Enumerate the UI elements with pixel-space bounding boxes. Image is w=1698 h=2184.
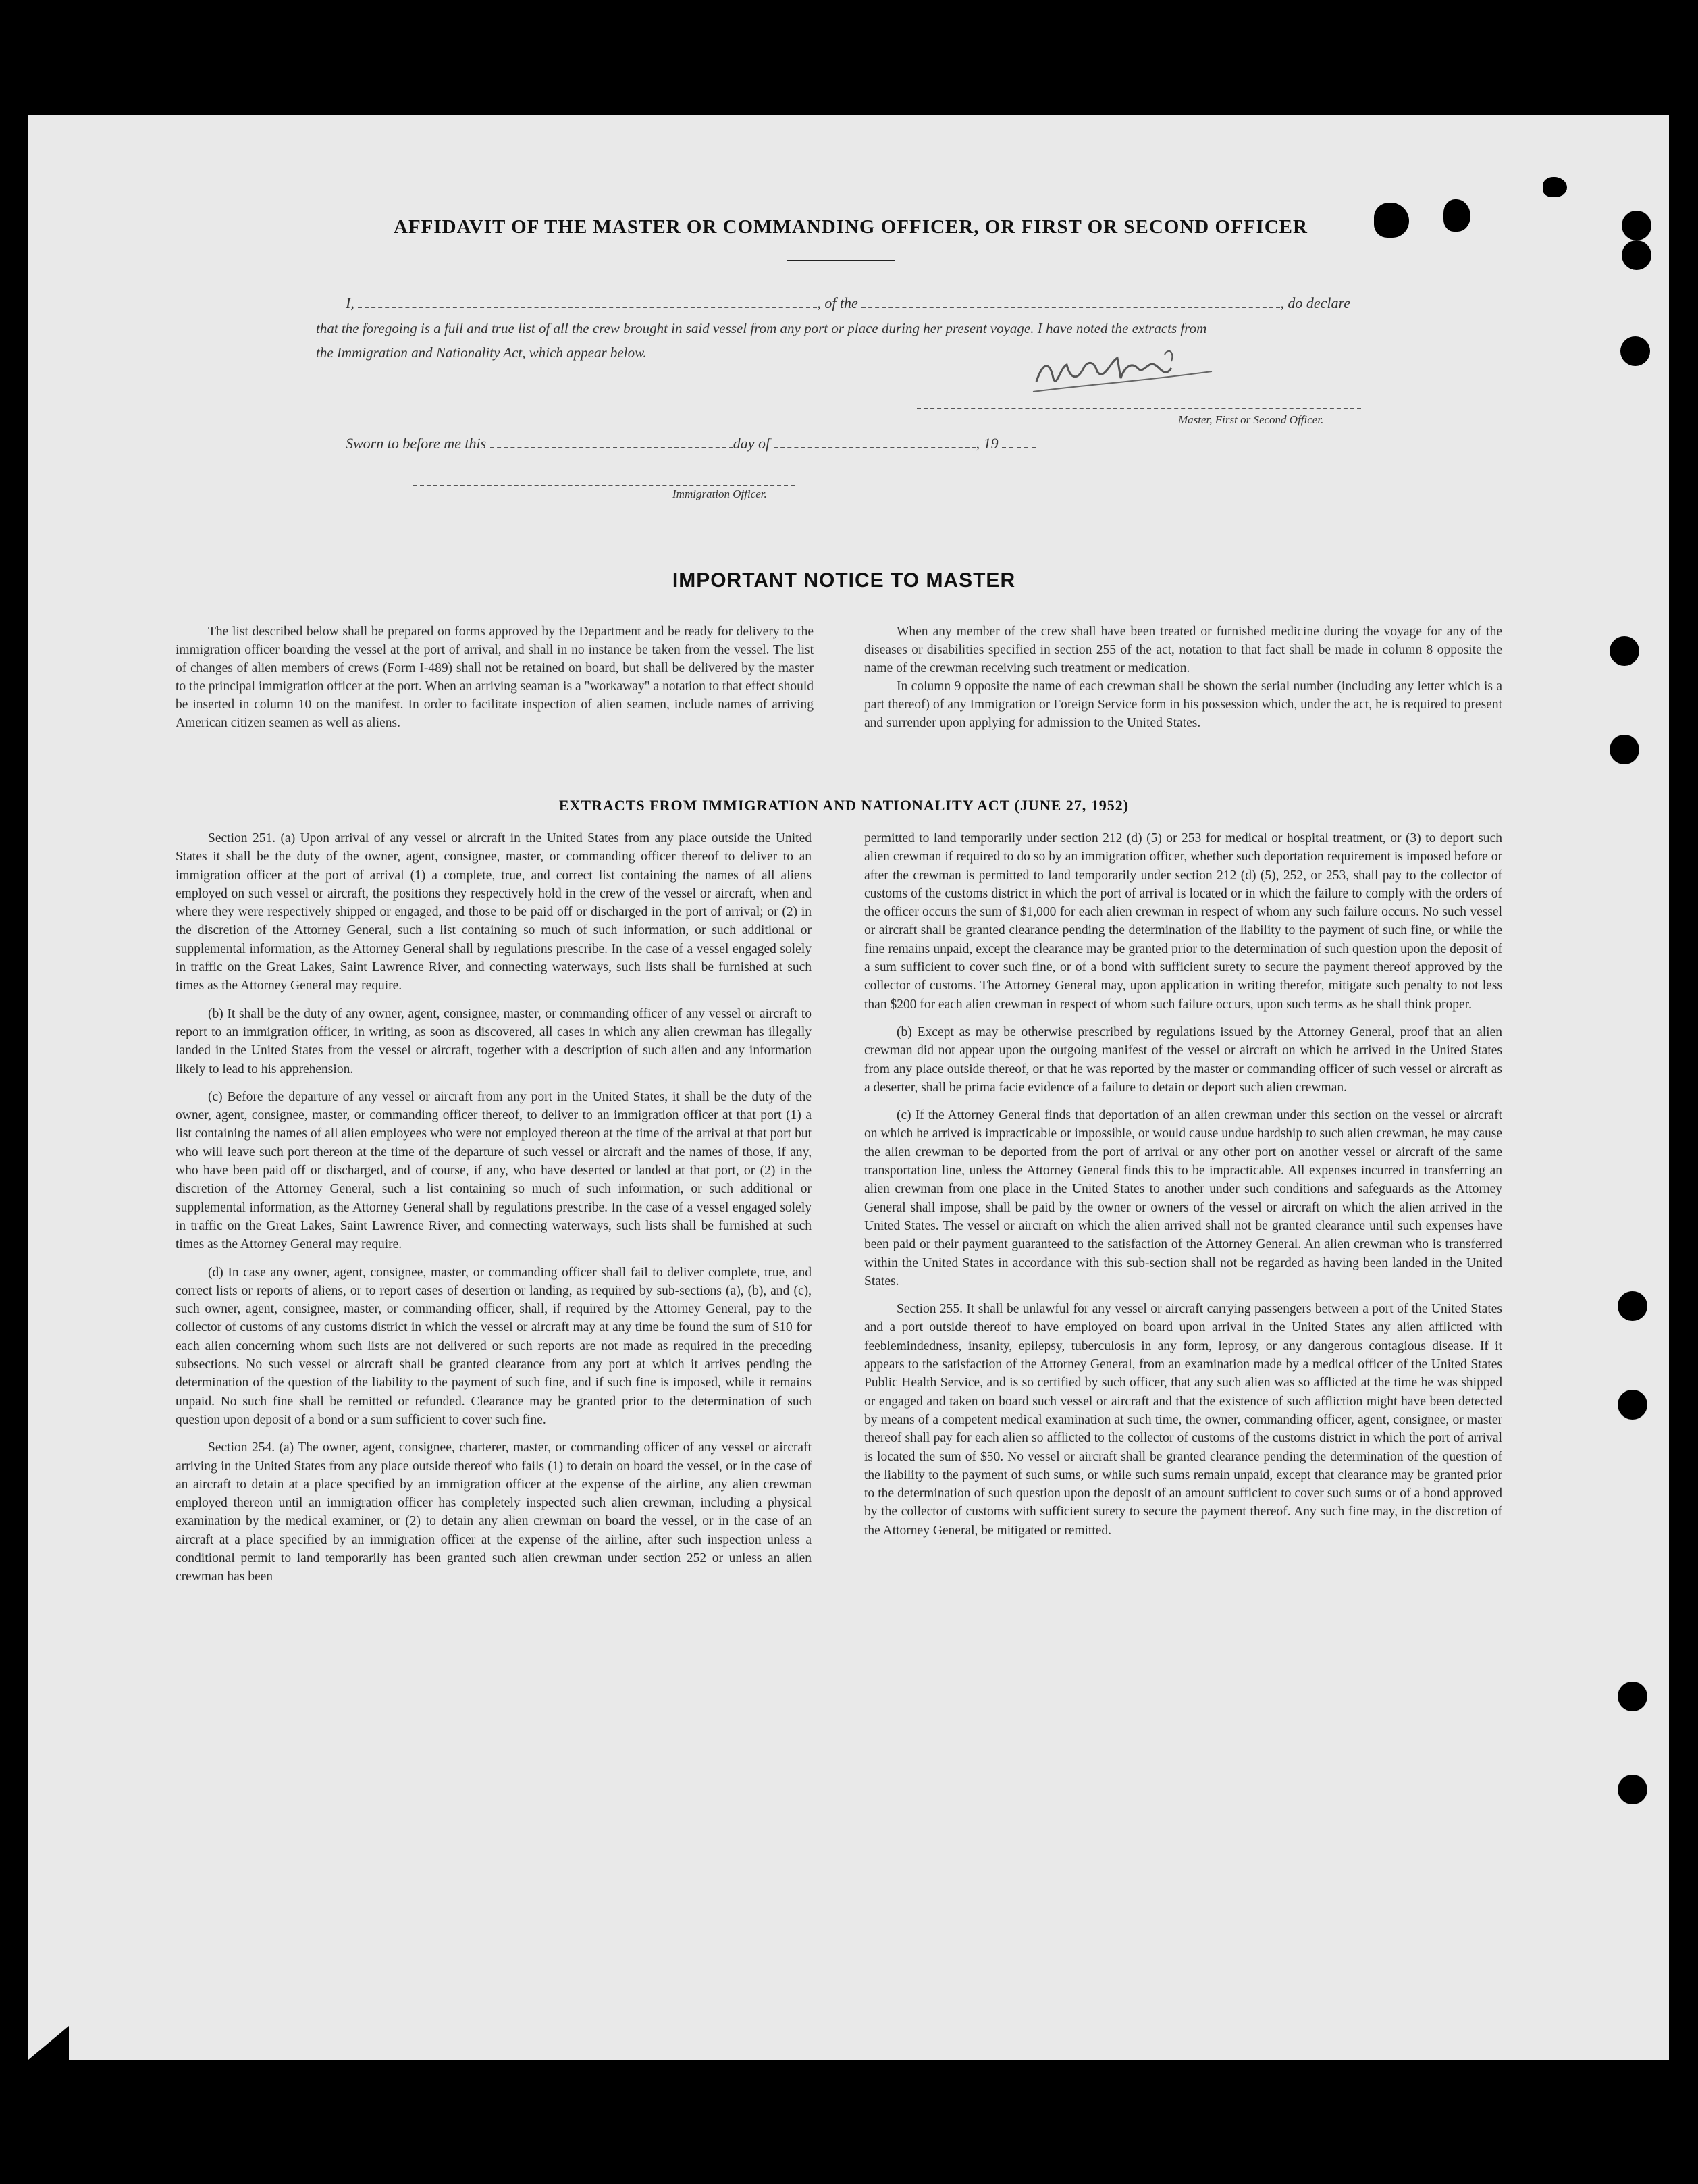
immigration-officer-caption: Immigration Officer. [672,488,767,500]
declaration-line-3: the Immigration and Nationality Act, which appear below. [316,344,647,361]
declarant-name-field[interactable] [358,297,817,308]
of-the-label: , of the [817,294,858,311]
punch-hole-icon [1618,1682,1647,1711]
officer-signature-line[interactable] [917,398,1361,409]
section-251-a: Section 251. (a) Upon arrival of any vessel or aircraft in the United States from any place outside the United States it shall be the duty of the owner, agent, consignee, master, or commanding officer thereof to deliver to an immigration officer at the port of arrival (1) a complete, true, and correct list containing the names of all aliens employed on such vessel or aircraft, the positions they respectively hold in the crew of the vessel or aircraft, when and where they were respectively shipped or engaged, and those to be paid off or discharged in the port of arrival; or (2) in the discretion of the Attorney General, such a list containing so much of such information, or such additional or supplemental information, as the Attorney General shall by regulations prescribe. In the case of a vessel engaged solely in traffic on the Great Lakes, Saint Lawrence River, and connecting waterways, such lists shall be furnished at such times as the Attorney General may require. [176,831,812,993]
notice-right-paragraph-2: In column 9 opposite the name of each crewman shall be shown the serial number (including any letter which is a part thereof) of any Immigration or Foreign Service form in his possession which, under the act, he is required to present and surrender upon applying for admission to the United States. [864,679,1502,730]
extracts-title: EXTRACTS FROM IMMIGRATION AND NATIONALITY ACT (JUNE 27, 1952) [558,797,1130,814]
folded-corner [28,2026,69,2060]
signature-caption: Master, First or Second Officer. [1178,413,1324,426]
sworn-month-field[interactable] [774,438,976,448]
section-254-c: (c) If the Attorney General finds that deportation of an alien crewman under this section on the vessel or aircraft on which he arrived is impracticable or impossible, or would cause undue hardship to such alien crewman, he may cause the alien crewman to be deported from the port of arrival or any other port on another vessel or aircraft of the same transportation line, unless the Attorney General finds this to be impracticable. All expenses incurred in transferring an alien crewman from one place in the United States to another under such conditions and safeguards as the Attorney General shall impose, shall be paid by the owner or owners of the vessel or aircraft on which the alien arrived in the United States. The vessel or aircraft on which the alien arrived shall not be granted clearance until such expenses have been paid or their payment guaranteed to the satisfaction of the Attorney General. An alien crewman who is transferred within the United States in accordance with this sub-section shall not be regarded as having been landed in the United States. [864,1108,1502,1289]
section-254-a: Section 254. (a) The owner, agent, consignee, charterer, master, or commanding officer of any vessel or aircraft arriving in the United States from any place outside thereof who fails (1) to detain on board the vessel, or in the case of an aircraft to detain at a place specified by an immigration officer at the expense of the airline, any alien crewman employed thereon until an immigration officer has completely inspected such alien crewman, including a physical examination by the medical examiner, or (2) to detain any alien crewman on board the vessel, or in the case of an aircraft at a place specified by an immigration officer at the expense of the airline, after such inspection unless a conditional permit to land temporarily has been granted such alien crewman under section 252 or unless an alien crewman has been [176,1440,812,1584]
signature-mark-icon [1030,341,1219,402]
section-251-d: (d) In case any owner, agent, consignee, master, or commanding officer shall fail to deliver complete, true, and correct lists or reports of aliens, or to report cases of desertion or landing, as required by sub-sections (a), (b), and (c), such owner, agent, consignee, master, or commanding officer, shall, if required by the Attorney General, pay to the collector of customs of any customs district in which the vessel or aircraft may at any time be found the sum of $10 for each alien concerning whom such lists are not delivered or such reports are not made as required in the preceding subsections. No such vessel or aircraft shall be granted clearance from any port at which it arrives pending the determination of the question of the liability to the payment of such fine, and if such fine is imposed, while it remains unpaid. No such fine shall be remitted or refunded. Clearance may be granted prior to the determination of such question upon deposit of a bond or a sum sufficient to cover such fine. [176,1265,812,1427]
declaration-line-1 [346,294,1350,312]
section-254-a-continued: permitted to land temporarily under section 212 (d) (5) or 253 for medical or hospital treatment, or (3) to deport such alien crewman if required to do so by an immigration officer, whether such deportation requirement is imposed before or after the crewman is permitted to land temporarily under section 212 (d) (5), 252, or 253, shall pay to the collector of customs of the customs district in which the port of arrival is located or in which the failure to comply with the orders of the officer occurs the sum of $1,000 for each alien crewman in respect of whom any such failure occurs. No such vessel or aircraft shall be granted clearance pending the determination of the liability to the payment of such fine, or while the fine remains unpaid, except the clearance may be granted prior to the determination of such question upon the deposit of a sum sufficient to cover such fine, or of a bond with sufficient surety to secure the payment thereof approved by the collector of customs. The Attorney General may, upon application in writing therefor, mitigate such penalty to not less than $200 for each alien crewman in respect of whom such failure occurs, upon such terms as he shall think proper. [864,831,1502,1012]
immigration-officer-line[interactable] [413,475,795,486]
sworn-label: Sworn to before me this [346,435,487,452]
section-255: Section 255. It shall be unlawful for any vessel or aircraft carrying passengers between a port of the United States and a port outside thereof to have employed on board upon arrival in the United States any alien afflicted with feeblemindedness, insanity, epilepsy, tuberculosis in any form, leprosy, or any dangerous contagious disease. If it appears to the satisfaction of the Attorney General, from an examination made by a medical officer of the United States Public Health Service, and is so certified by such officer, that any such alien was so afflicted at the time he was shipped or engaged and taken on board such vessel or aircraft and that the existence of such affliction might have been detected by means of a competent medical examination at such time, the owner, commanding officer, agent, consignee, or master thereof shall pay for each alien so afflicted to the collector of customs of the customs district in which the port of arrival is located the sum of $50. No vessel or aircraft shall be granted clearance pending the determination of the question of the liability to the payment of such sums, or while such sums remain unpaid, except that clearance may be granted prior to the determination of such question upon the deposit of an amount sufficient to cover such sums or of a bond approved by the collector of customs with sufficient surety to secure the payment thereof. Any such fine may, in the discretion of the Attorney General, be mitigated or remitted. [864,1302,1502,1538]
punch-hole-icon [1620,336,1650,366]
day-of-label: day of [733,435,770,452]
sworn-line [346,435,1036,452]
sworn-year-field[interactable] [1002,438,1036,448]
notice-right-column [864,623,1502,732]
section-251-b: (b) It shall be the duty of any owner, agent, consignee, master, or commanding officer of any vessel or aircraft to report to an immigration officer, in writing, as soon as discovered, all cases in which any alien crewman has illegally landed in the United States from the vessel or aircraft, together with a description of such alien and any information likely to lead to his apprehension. [176,1006,812,1076]
year-prefix-label: , 19 [976,435,999,452]
declarant-label: I, [346,294,354,311]
declaration-line-2: that the foregoing is a full and true list of all the crew brought in said vessel from any port or place during her present voyage. I have noted the extracts from [316,320,1207,336]
notice-right-paragraph-1: When any member of the crew shall have been treated or furnished medicine during the voyage for any of the diseases or disabilities specified in section 255 of the act, notation to that fact shall be made in column 8 opposite the name of the crewman receiving such treatment or medication. [864,625,1502,675]
ink-blot-icon [1374,203,1409,238]
notice-left-paragraph: The list described below shall be prepared on forms approved by the Department and be ready for delivery to the immigration officer boarding the vessel at the port of arrival, and shall in no instance be taken from the vessel. The list of changes of alien members of crews (Form I-489) shall not be retained on board, but shall be delivered by the master to the principal immigration officer at the port. When an arriving seaman is a "workaway" a notation to that effect should be inserted in column 10 on the manifest. In order to facilitate inspection of alien seamen, include names of arriving American citizen seamen as well as aliens. [176,625,814,730]
sworn-date-field[interactable] [490,438,733,448]
ink-blot-icon [1543,177,1567,197]
do-declare-label: , do declare [1280,294,1350,311]
punch-hole-icon [1618,1390,1647,1420]
ink-blot-icon [1443,199,1470,232]
punch-hole-icon [1610,735,1639,764]
punch-hole-icon [1622,240,1651,270]
extracts-left-column [176,829,812,1596]
punch-hole-icon [1610,636,1639,666]
punch-hole-icon [1618,1775,1647,1804]
section-254-b: (b) Except as may be otherwise prescribed by regulations issued by the Attorney General, proof that an alien crewman did not appear upon the outgoing manifest of the vessel or aircraft on which he arrived in the United States from any place outside thereof, or that he was reported by the master or commanding officer of such vessel or aircraft as a deserter, shall be prima facie evidence of a failure to detain or deport such alien crewman. [864,1024,1502,1095]
punch-hole-icon [1618,1291,1647,1321]
affidavit-title: AFFIDAVIT OF THE MASTER OR COMMANDING OFFICER, OR FIRST OR SECOND OFFICER [394,216,1308,238]
section-251-c: (c) Before the departure of any vessel or aircraft from any port in the United States, it shall be the duty of the owner, agent, consignee, master, or commanding officer thereof, to deliver to an immigration officer at that port (1) a list containing the names of all alien employees who were not employed thereon at the time of the arrival at that port but who will leave such port thereon at the time of the departure of such vessel or aircraft and the names of those, if any, who have been paid off or discharged, and of course, if any, who have deserted or landed at that port, or (2) in the discretion of the Attorney General, such a list containing so much of such information, or such additional or supplemental information, as the Attorney General shall by regulations prescribe. In the case of a vessel engaged solely in traffic on the Great Lakes, Saint Lawrence River, and connecting waterways, such lists shall be furnished at such times as the Attorney General may require. [176,1089,812,1252]
punch-hole-icon [1622,211,1651,240]
title-divider [787,260,895,261]
notice-title: IMPORTANT NOTICE TO MASTER [672,569,1016,592]
notice-left-column [176,623,814,732]
extracts-right-column [864,829,1502,1549]
vessel-name-field[interactable] [861,297,1280,308]
